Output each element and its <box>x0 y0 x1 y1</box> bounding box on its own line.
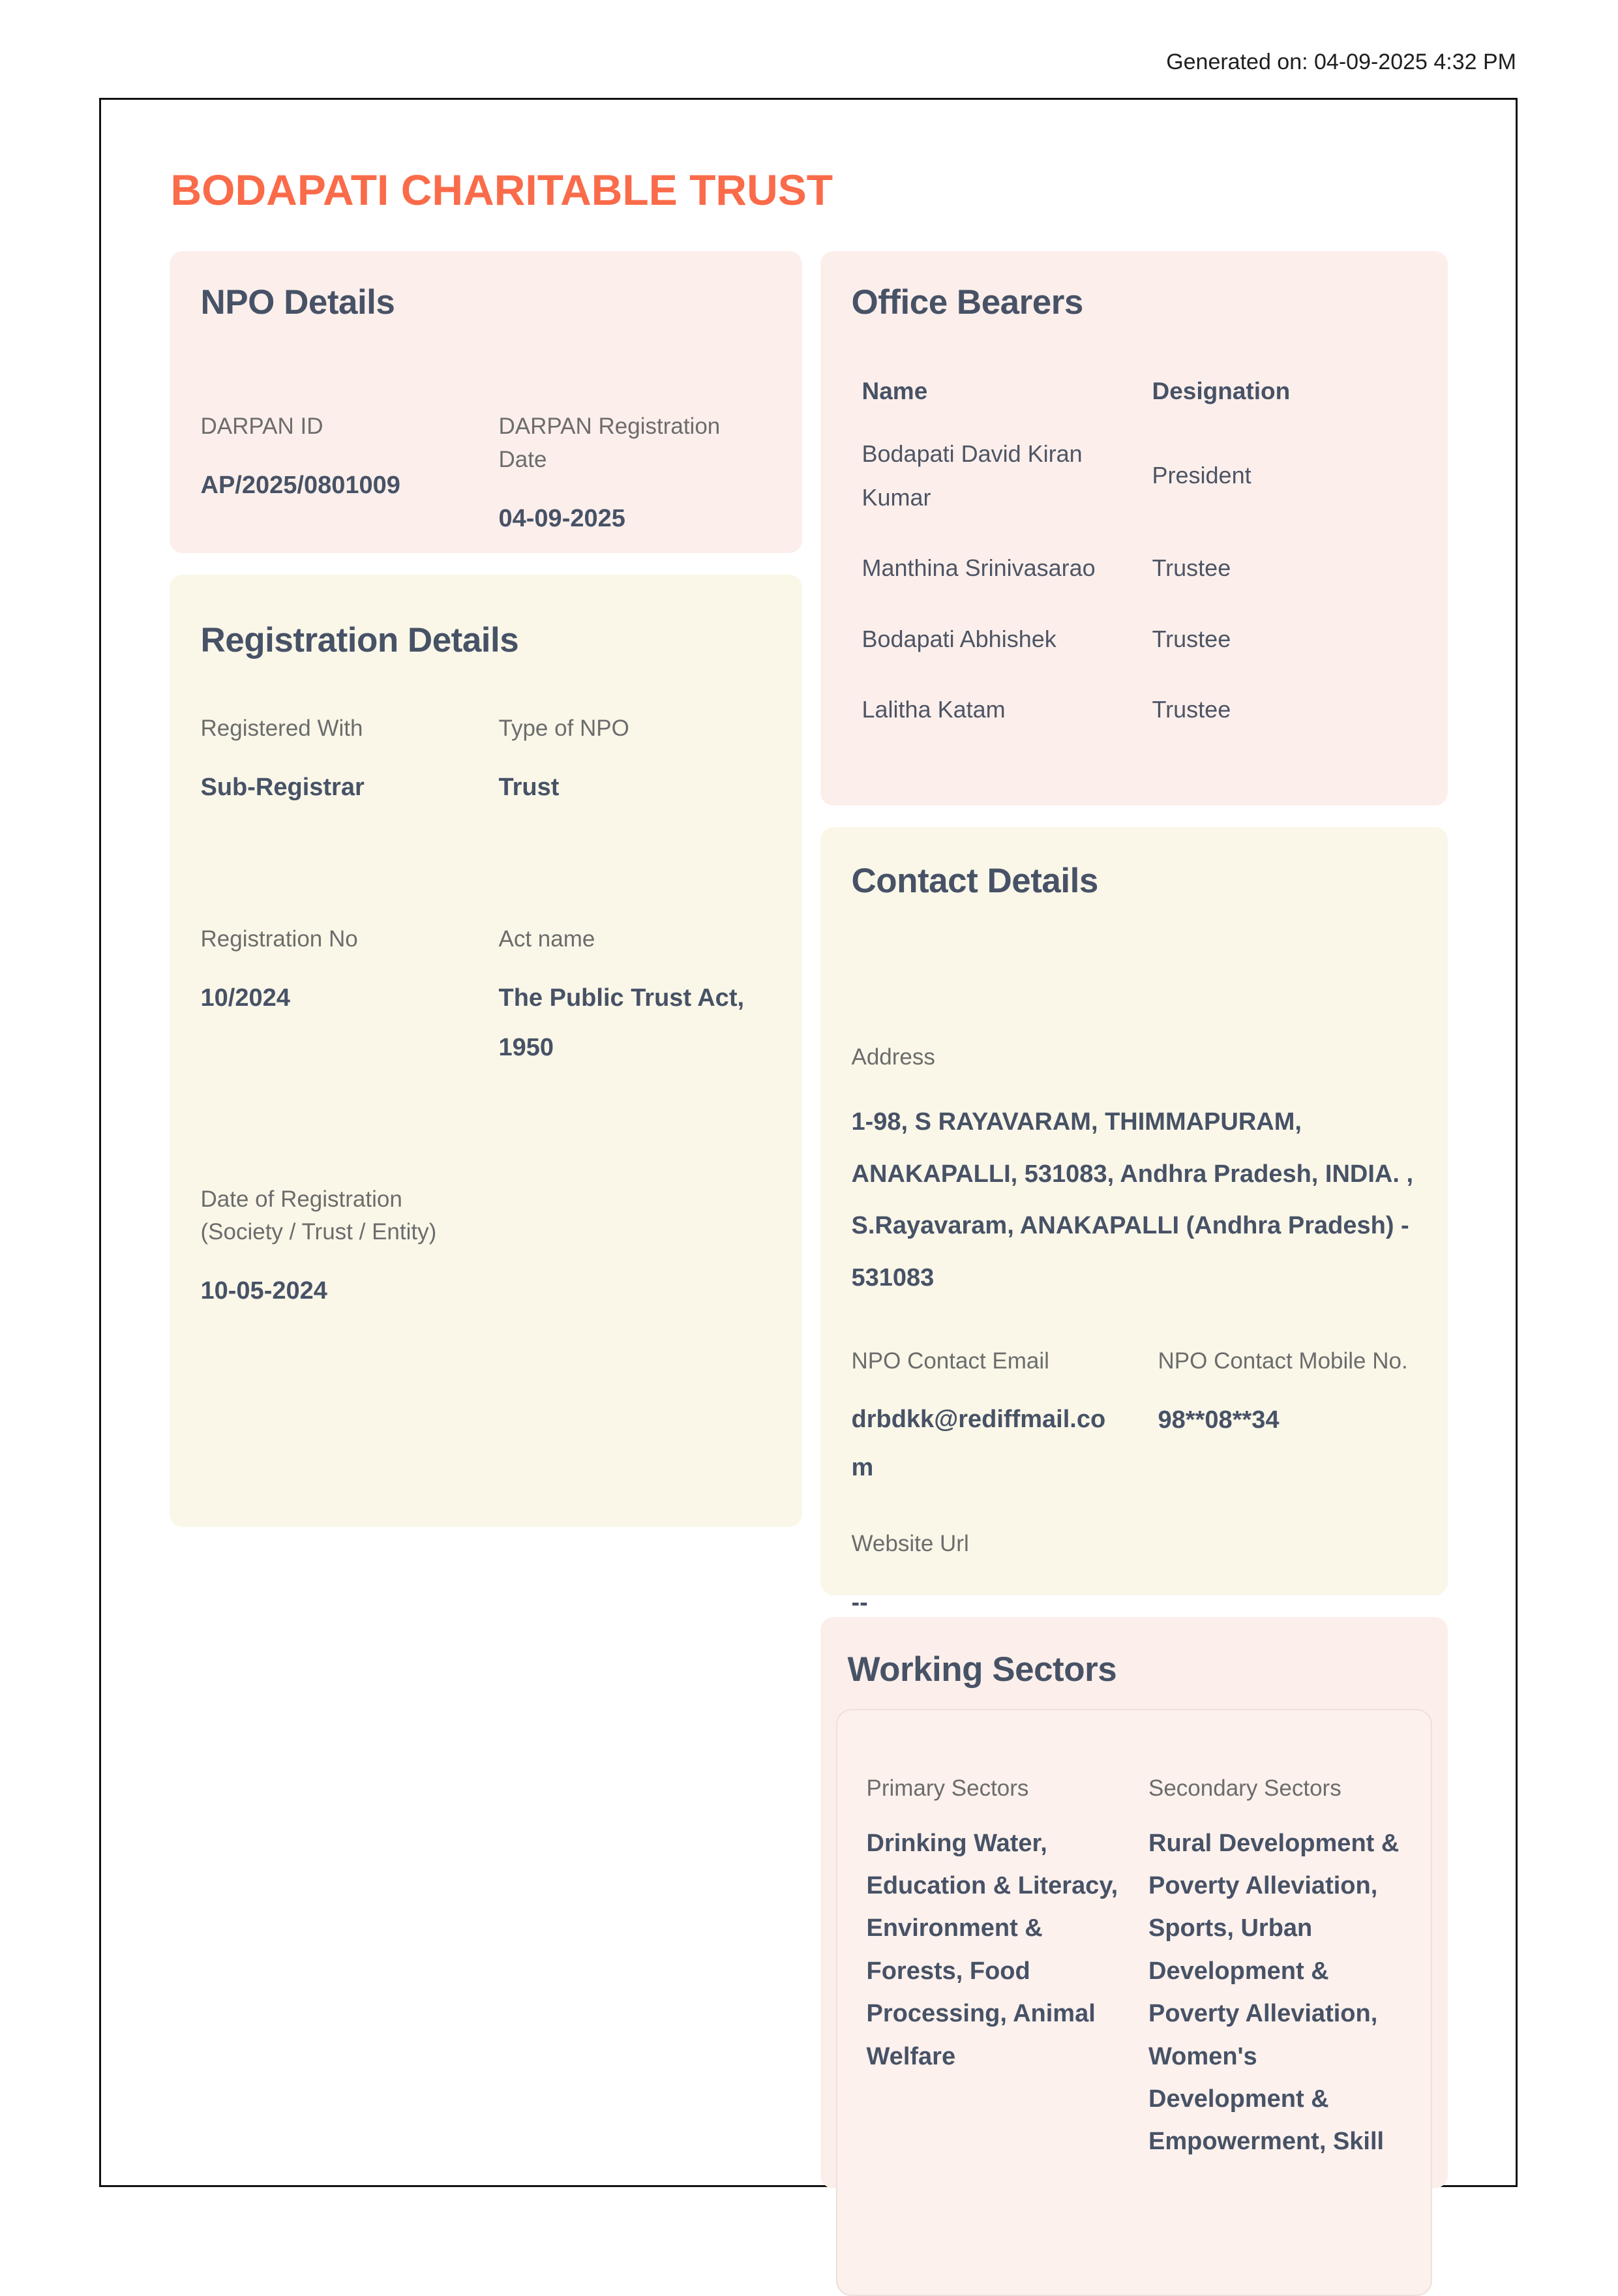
working-sectors-panel <box>836 1709 1432 2296</box>
table-row <box>862 618 1416 661</box>
contact-details-card <box>820 827 1448 1616</box>
bearer-designation: Trustee <box>1152 625 1231 652</box>
bearer-designation: Trustee <box>1152 696 1231 723</box>
office-bearers-card <box>820 251 1448 806</box>
field-label: Website Url <box>851 1530 969 1556</box>
field-value: The Public Trust Act, 1950 <box>498 984 745 1061</box>
npo-details-fields <box>201 410 771 543</box>
table-row <box>862 547 1416 590</box>
registration-details-fields <box>201 712 771 1316</box>
table-row <box>862 432 1416 519</box>
field-label: Address <box>851 1044 935 1070</box>
field-npo-contact-email <box>852 1345 1116 1492</box>
npo-details-heading: NPO Details <box>200 283 395 322</box>
field-label: DARPAN Registration Date <box>498 414 721 472</box>
bearer-designation: Trustee <box>1152 554 1231 582</box>
working-sectors-heading: Working Sectors <box>847 1650 1117 1689</box>
field-type-of-npo <box>499 712 771 812</box>
field-label: Registration No <box>200 926 358 952</box>
bearer-name: Manthina Srinivasarao <box>861 554 1096 582</box>
page-title: BODAPATI CHARITABLE TRUST <box>170 166 833 214</box>
bearer-name: Bodapati Abhishek <box>861 625 1056 652</box>
field-label: Act name <box>498 926 595 952</box>
field-label: Type of NPO <box>498 716 629 741</box>
field-address <box>852 1041 1416 1305</box>
field-value: -- <box>851 1588 868 1616</box>
working-sectors-columns <box>867 1772 1401 2164</box>
field-label: Date of Registration <box>200 1186 402 1212</box>
field-value: Rural Development & Poverty Alleviation, Sports, Urban Development & Poverty Alleviation, Women's Development & Empowerment, Skill <box>1148 1829 1400 2156</box>
field-primary-sectors <box>867 1772 1120 2164</box>
table-header-row <box>862 378 1416 405</box>
field-date-of-registration <box>201 1183 473 1316</box>
field-value: AP/2025/0801009 <box>200 471 400 499</box>
field-value: 1-98, S RAYAVARAM, THIMMAPURAM, ANAKAPALLI, 531083, Andhra Pradesh, INDIA. , S.Rayavaram, ANAKAPALLI (Andhra Pradesh) - 531083 <box>851 1108 1414 1292</box>
two-column-layout <box>170 251 1448 2188</box>
field-label: NPO Contact Mobile No. <box>1158 1348 1408 1374</box>
field-label: Primary Sectors <box>866 1775 1029 1801</box>
field-value: 10-05-2024 <box>200 1277 327 1305</box>
contact-email-mobile-row <box>852 1345 1416 1492</box>
page-frame <box>99 98 1518 2187</box>
field-darpan-id <box>201 410 473 543</box>
field-value: Drinking Water, Education & Literacy, Environment & Forests, Food Processing, Animal Welfare <box>866 1829 1118 2070</box>
contact-details-heading: Contact Details <box>851 862 1098 900</box>
generated-timestamp: Generated on: 04-09-2025 4:32 PM <box>1166 50 1516 74</box>
office-bearers-heading: Office Bearers <box>851 283 1083 322</box>
field-label: DARPAN ID <box>200 414 323 439</box>
field-registration-no <box>201 923 473 1072</box>
field-value: 04-09-2025 <box>498 504 625 532</box>
registration-details-heading: Registration Details <box>200 621 519 659</box>
field-website-url <box>852 1528 1416 1627</box>
column-header-name: Name <box>861 378 928 404</box>
field-label: Registered With <box>200 716 363 741</box>
column-header-designation: Designation <box>1152 378 1291 404</box>
page-content <box>170 165 1448 2188</box>
field-registered-with <box>201 712 473 812</box>
bearer-name: Lalitha Katam <box>861 696 1006 723</box>
npo-details-card <box>170 251 802 553</box>
table-row <box>862 688 1416 732</box>
field-value: drbdkk@rediffmail.com <box>851 1405 1106 1481</box>
working-sectors-card <box>820 1617 1448 2188</box>
left-column <box>170 251 802 1527</box>
field-sublabel: (Society / Trust / Entity) <box>200 1219 437 1245</box>
field-darpan-registration-date <box>499 410 771 543</box>
field-value: Sub-Registrar <box>200 773 365 801</box>
field-value: 98**08**34 <box>1158 1406 1280 1434</box>
field-value: 10/2024 <box>200 984 290 1012</box>
field-act-name <box>499 923 771 1072</box>
field-npo-contact-mobile <box>1158 1345 1416 1492</box>
bearer-name: Bodapati David Kiran Kumar <box>861 440 1083 511</box>
field-label: NPO Contact Email <box>851 1348 1049 1374</box>
right-column <box>820 251 1448 2188</box>
registration-details-card <box>170 575 802 1527</box>
field-value: Trust <box>498 773 560 801</box>
office-bearers-table <box>852 378 1416 732</box>
field-secondary-sectors <box>1148 1772 1401 2164</box>
field-label: Secondary Sectors <box>1148 1775 1341 1801</box>
bearer-designation: President <box>1152 462 1251 489</box>
